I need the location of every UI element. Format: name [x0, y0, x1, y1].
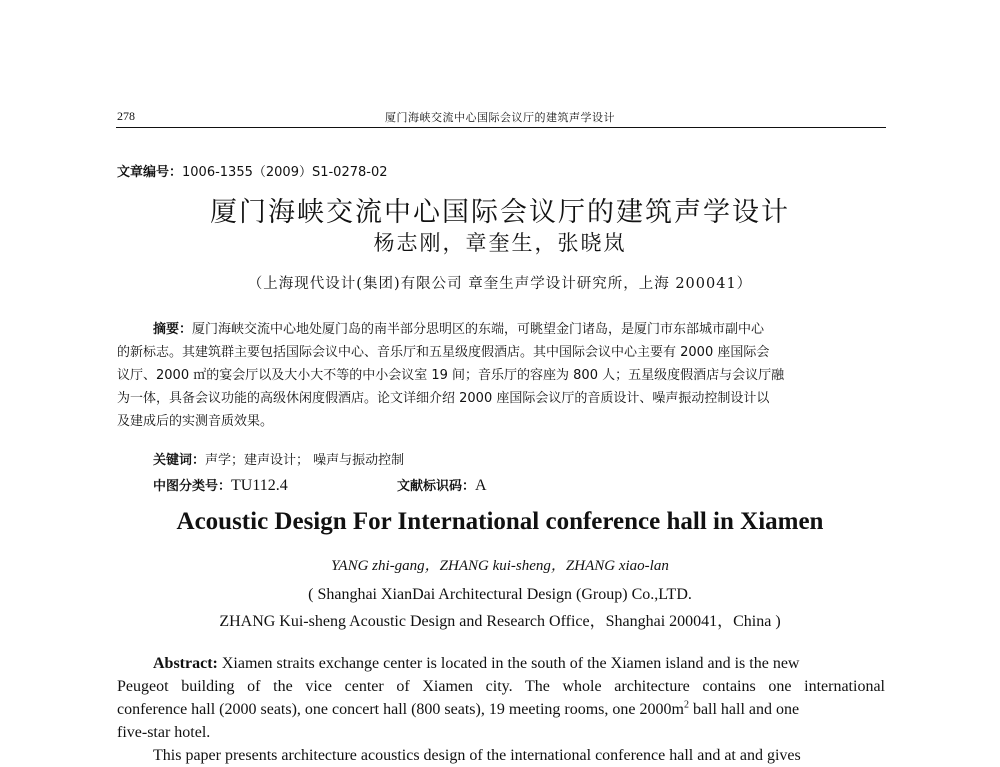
chinese-keywords	[153, 449, 404, 468]
classification-number	[153, 475, 288, 495]
article-number-value: 1006-1355（2009）S1-0278-02	[182, 165, 388, 180]
english-abstract-line: five-star hotel.	[117, 724, 211, 741]
english-authors: YANG zhi-gang，ZHANG kui-sheng，ZHANG xiao-lan	[331, 558, 669, 574]
chinese-abstract-line: 摘要：厦门海峡交流中心地处厦门岛的南半部分思明区的东端，可眺望金门诸岛，是厦门市东部城市副中心	[153, 322, 765, 337]
classification-value: TU112.4	[231, 477, 288, 494]
english-abstract-line: Abstract: Xiamen straits exchange center is located in the south of the Xiamen island and is the new	[153, 655, 800, 672]
keywords-value: 声学；建声设计； 噪声与振动控制	[205, 453, 405, 468]
english-abstract-line: This paper presents architecture acoustics design of the international conference hall and at and gives	[153, 747, 801, 764]
chinese-abstract-line: 的新标志。其建筑群主要包括国际会议中心、音乐厅和五星级度假酒店。其中国际会议中心主要有 2000 座国际会	[117, 345, 770, 360]
english-abstract-line: conference hall (2000 seats), one concert hall (800 seats), 19 meeting rooms, one $2000m^2$ ball hall and one	[117, 699, 800, 718]
chinese-abstract-line: 及建成后的实测音质效果。	[117, 414, 274, 429]
english-abstract	[117, 652, 885, 767]
english-title: Acoustic Design For International conference hall in Xiamen	[176, 508, 824, 535]
page-number: 278	[117, 109, 135, 123]
article-number	[117, 161, 388, 180]
classification-label: 中图分类号：	[153, 479, 232, 494]
chinese-affiliation: （上海现代设计(集团)有限公司 章奎生声学设计研究所，上海 200041）	[247, 276, 753, 292]
document-code-value: A	[475, 477, 487, 494]
document-code	[397, 475, 487, 495]
english-abstract-label: Abstract:	[153, 655, 218, 672]
english-affiliation-line2: ZHANG Kui-sheng Acoustic Design and Research Office，Shanghai 200041，China )	[219, 613, 781, 630]
keywords-label: 关键词：	[153, 453, 206, 468]
chinese-authors: 杨志刚，章奎生，张晓岚	[373, 231, 627, 255]
chinese-title: 厦门海峡交流中心国际会议厅的建筑声学设计	[210, 197, 790, 228]
english-abstract-line: Peugeot building of the vice center of Xiamen city. The whole architecture contains one international	[117, 678, 885, 695]
chinese-abstract-label: 摘要：	[153, 322, 193, 337]
chinese-abstract	[117, 318, 885, 433]
chinese-abstract-line: 为一体，具备会议功能的高级休闲度假酒店。论文详细介绍 2000 座国际会议厅的音质设计、噪声振动控制设计以	[117, 391, 770, 406]
article-number-label: 文章编号：	[117, 165, 183, 180]
header-rule	[116, 127, 886, 128]
document-code-label: 文献标识码：	[397, 479, 476, 494]
chinese-abstract-line: 议厅、2000 ㎡的宴会厅以及大小大不等的中小会议室 19 间；音乐厅的容座为 800 人；五星级度假酒店与会议厅融	[117, 368, 785, 383]
running-header: 厦门海峡交流中心国际会议厅的建筑声学设计	[385, 111, 615, 124]
english-affiliation-line1: ( Shanghai XianDai Architectural Design (Group) Co.,LTD.	[308, 586, 692, 603]
